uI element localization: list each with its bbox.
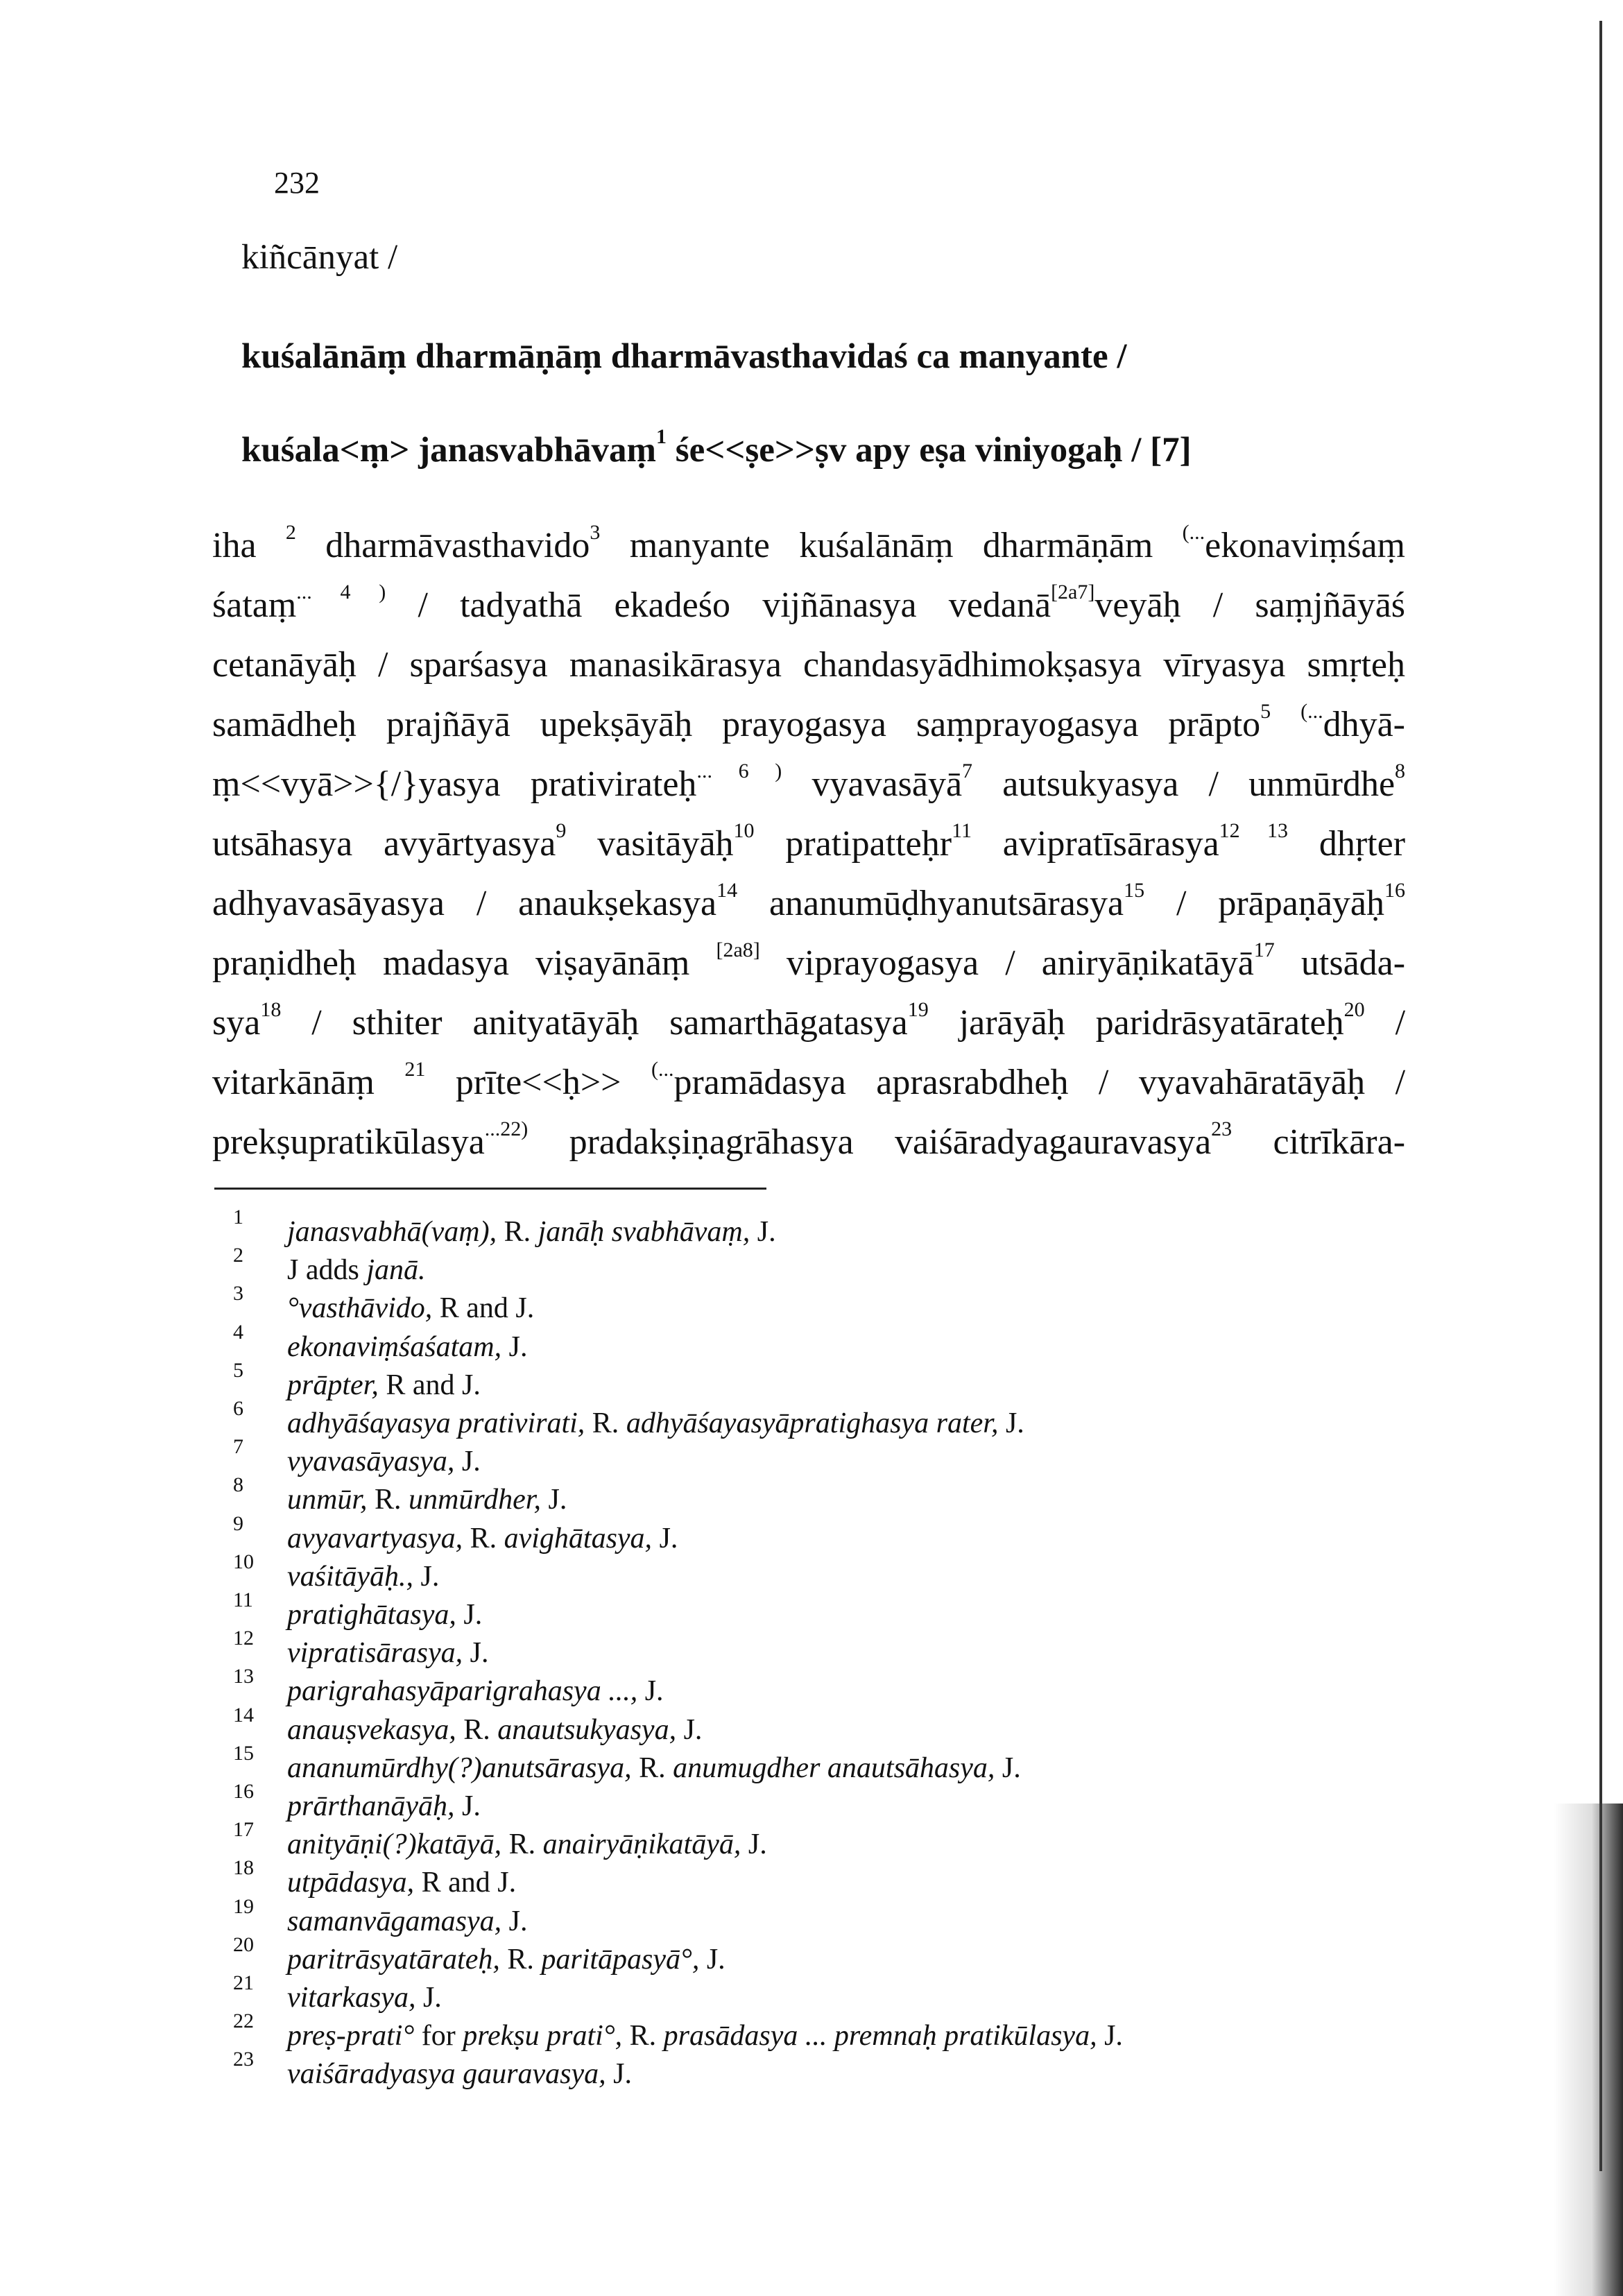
footnote-reading: preṣ-prati° [287,2020,415,2053]
footnote-ref: ... 6 ) [696,760,782,782]
footnote-reading: unmūr, [287,1484,368,1516]
footnote-number: 22 [233,2010,254,2033]
footnote-reading: janā. [366,1254,426,1287]
footnote-source: for [414,2020,463,2053]
footnote-source: J. [750,1216,776,1248]
text-run: pradakṣiṇagrāhasya vaiśāradyagauravasya [569,1122,1212,1162]
footnote-text [287,1828,767,1861]
footnote-text [287,1866,516,1899]
footnote-reading: vipratisārasya, [287,1637,463,1670]
footnote-ref: 15 [1124,879,1145,902]
text-run: dharmāvasthavido [325,526,590,565]
body-line-5 [212,760,1406,805]
footnote-number: 13 [233,1665,254,1688]
footnote-text [287,1215,776,1249]
footnote-number: 9 [233,1511,243,1535]
footnote-ref: 1 [656,425,667,448]
footnote-source: J. [652,1522,678,1554]
footnote-text [287,1330,527,1364]
footnote-source: R. [631,1751,673,1784]
text-run: veyāḥ / saṃjñāyāś [1094,585,1406,625]
footnote-source: J. [454,1446,481,1478]
footnote-source: J. [463,1637,489,1670]
text-run: viprayogasya / aniryāṇikatāyā [786,943,1254,983]
footnote-text [287,1407,1024,1440]
text-run: praṇidheḥ madasya viṣayānāṃ [212,943,690,983]
footnote-reading: avyavartyasya, [287,1522,463,1554]
footnote-text [287,1292,534,1325]
verse-line-2a: kuśala<ṃ> janasvabhāvaṃ [241,431,657,470]
footnote-reading: paritāpasyā°, [541,1943,700,1976]
footnote-number: 6 [233,1397,243,1420]
verse-line-2 [241,425,1192,470]
text-run: prekṣupratikūlasya [212,1122,485,1162]
footnote-source: R. [501,1828,543,1861]
footnote-number: 1 [233,1206,243,1228]
text-run: pramādasya aprasrabdheḥ / vyavahāratāyāḥ / [673,1063,1406,1102]
footnote-reading: anityāṇi(?)katāyā, [287,1828,502,1861]
footnote-text [287,1981,442,2014]
footnote-source: J. [998,1407,1024,1439]
footnote-reading: ananumūrdhy(?)anutsārasya, [287,1751,632,1784]
footnote-reading: vaśitāyāḥ., [287,1560,413,1593]
footnote-reading: samanvāgamasya, [287,1905,502,1937]
folio-ref: [2a8] [716,939,760,961]
footnote-reading: pratighātasya, [287,1599,456,1631]
text-run: / [1395,1003,1406,1043]
footnote-text [287,1522,678,1555]
footnote-reading: utpādasya, [287,1867,415,1899]
text-run: ananumūḍhyanutsārasya [768,884,1124,923]
footnote-reading: prekṣu prati°, [463,2020,623,2053]
footnote-reading: janasvabhā(vaṃ), [287,1216,497,1248]
page-binding-shadow [1554,1804,1623,2296]
footnote-number: 8 [233,1473,243,1497]
footnote-reading: anumugdher anautsāhasya, [673,1751,995,1784]
text-run: utsāhasya avyārtyasya [212,824,556,864]
text-run: dhyā- [1323,705,1405,744]
footnote-number: 17 [233,1818,254,1842]
footnote-reading: vaiśāradyasya gauravasya, [287,2058,606,2091]
footnote-source: J. [637,1675,664,1708]
body-line-4 [212,700,1405,745]
footnote-source: R. [463,1522,504,1554]
footnote-reading: anautsukyasya, [497,1713,677,1746]
footnote-text [287,1636,489,1670]
footnote-reading: janāḥ svabhāvaṃ, [538,1216,750,1248]
text-run: iha [212,526,257,565]
footnote-number: 11 [233,1588,253,1611]
footnote-source: J. [541,1484,567,1516]
footnote-source: J. [454,1790,481,1822]
footnote-reading: prasādasya ... premnaḥ pratikūlasya, [663,2020,1097,2053]
footnote-text [287,1751,1021,1785]
footnote-source: R. [585,1407,626,1439]
text-run: / tadyathā ekadeśo vijñānasya vedanā [418,585,1051,625]
footnote-source: J. [995,1751,1021,1784]
footnote-text [287,1598,482,1631]
footnote-ref: 9 [556,819,567,842]
text-run: vitarkānāṃ [212,1063,375,1102]
body-line-11 [212,1117,1406,1163]
footnote-reading: adhyāśayasya prativirati, [287,1407,585,1439]
text-run: avipratīsārasya [1002,824,1219,864]
footnote-text [287,1369,481,1402]
page-number: 232 [274,166,320,200]
footnote-ref: 11 [952,819,972,842]
footnote-text [287,1483,567,1516]
body-line-8 [212,939,1406,984]
footnote-reading: parigrahasyāparigrahasya ..., [287,1675,638,1708]
body-line-10 [212,1058,1406,1103]
footnote-reading: prārthanāyāḥ, [287,1790,455,1822]
footnote-source: J. [413,1560,440,1593]
footnote-ref: 3 [590,521,601,544]
text-run: prīte<<ḥ>> [455,1063,621,1102]
footnote-number: 21 [233,1971,254,1994]
footnote-source: R. [456,1713,498,1746]
footnote-ref: 10 [733,819,755,842]
footnote-reading: anairyāṇikatāyā, [542,1828,741,1861]
text-run: / sthiter anityatāyāḥ samarthāgatasya [311,1003,908,1043]
bracket-mark: (... [1300,700,1323,723]
footnote-source: J. [501,1905,528,1937]
footnote-number: 3 [233,1282,243,1305]
text-run: / prāpaṇāyāḥ [1176,884,1384,923]
footnote-ref: 2 [285,521,296,544]
footnote-ref: 18 [260,998,282,1021]
body-line-3: cetanāyāḥ / sparśasya manasikārasya chandasyādhimokṣasya vīryasya smṛteḥ [212,645,1405,685]
footnote-ref: ...22) [484,1117,529,1140]
footnote-source: J. [606,2058,632,2091]
footnote-reading: unmūrdher, [409,1484,541,1516]
footnote-number: 23 [233,2048,254,2071]
footnote-number: 4 [233,1320,243,1344]
footnote-ref: 19 [907,998,929,1021]
text-run: ekonaviṃśaṃ [1205,526,1405,565]
footnote-number: 12 [233,1627,254,1650]
footnote-ref: 8 [1395,760,1406,782]
body-line-1 [212,521,1405,566]
footnote-number: 15 [233,1741,254,1765]
verse-line-1: kuśalānāṃ dharmāṇāṃ dharmāvasthavidaś ca manyante / [241,337,1127,376]
text-run: samādheḥ prajñāyā upekṣāyāḥ prayogasya saṃprayogasya prāpto [212,705,1261,744]
footnote-source: J. [501,1330,528,1363]
verse-line-2b: śe<<ṣe>>ṣv apy eṣa viniyogaḥ / [7] [675,431,1192,470]
footnote-text [287,1674,664,1708]
footnote-reading: paritrāsyatārateḥ, [287,1943,500,1976]
footnote-ref: 12 13 [1219,819,1288,842]
footnote-source: R. [497,1216,538,1248]
footnote-text [287,1790,481,1823]
intro-line: kiñcānyat / [241,238,398,277]
footnote-source: J adds [287,1254,367,1287]
body-line-6 [212,819,1406,864]
footnote-reading: °vasthāvido, [287,1292,433,1325]
footnote-number: 14 [233,1703,254,1727]
footnote-ref: 20 [1343,998,1365,1021]
footnote-ref: 17 [1253,939,1275,961]
folio-ref: [2a7] [1051,581,1095,603]
footnote-text [287,1445,481,1478]
text-run: vyavasāyā [812,764,963,804]
text-run: vasitāyāḥ [597,824,734,864]
footnote-ref: 23 [1211,1117,1233,1140]
footnote-source: J. [1097,2020,1123,2053]
text-run: dhṛter [1319,824,1406,864]
footnote-ref: 7 [962,760,973,782]
footnote-divider [214,1188,766,1190]
body-line-7 [212,879,1405,924]
footnote-text [287,2057,632,2091]
footnote-reading: ekonaviṃśaśatam, [287,1330,502,1363]
footnote-source: J. [456,1599,483,1631]
text-run: jarāyāḥ paridrāsyatārateḥ [959,1003,1344,1043]
footnote-text [287,1253,426,1287]
footnote-reading: adhyāśayasyāpratighasya rater, [626,1407,999,1439]
footnote-ref: 16 [1384,879,1405,902]
body-line-9 [212,998,1406,1043]
footnote-text [287,1560,439,1593]
footnote-number: 7 [233,1435,243,1459]
footnote-number: 19 [233,1894,254,1918]
bracket-mark: (... [1182,521,1205,544]
text-run: adhyavasāyasya / anaukṣekasya [212,884,717,923]
footnote-source: R. [367,1484,409,1516]
footnote-source: J. [676,1713,703,1746]
footnote-source: J. [699,1943,725,1976]
text-run: manyante kuśalānāṃ dharmāṇām [629,526,1153,565]
footnote-number: 2 [233,1244,243,1267]
footnote-reading: avighātasya, [504,1522,653,1554]
footnote-source: R and J. [414,1867,517,1899]
footnote-source: R. [622,2020,664,2053]
footnote-text [287,1943,725,1976]
footnote-ref: 5 [1260,700,1271,723]
footnote-number: 5 [233,1358,243,1382]
text-run: utsāda- [1300,943,1406,983]
bracket-mark: (... [651,1058,674,1081]
text-run: pratipatteḥr [785,824,952,864]
footnote-number: 10 [233,1550,254,1573]
footnote-reading: vyavasāyasya, [287,1446,455,1478]
text-run: autsukyasya / unmūrdhe [1002,764,1396,804]
text-run: sya [212,1003,261,1043]
footnote-number: 18 [233,1856,254,1880]
footnote-reading: vitarkasya, [287,1982,416,2014]
footnote-text [287,1713,702,1747]
footnote-reading: anauṣvekasya, [287,1713,456,1746]
footnote-ref: 14 [716,879,738,902]
text-run: citrīkāra- [1273,1122,1406,1162]
footnote-source: J. [415,1982,442,2014]
footnote-reading: prāpter, [287,1369,379,1401]
footnote-source: R and J. [378,1369,481,1401]
footnote-text [287,1905,528,1938]
text-run: śataṃ [212,585,297,625]
footnote-number: 20 [233,1933,254,1956]
footnote-ref: 21 [404,1058,426,1081]
footnote-source: J. [741,1828,767,1861]
text-run: ṃ<<vyā>>{/}yasya prativirateḥ [212,764,697,804]
body-line-2 [212,581,1406,626]
footnote-number: 16 [233,1780,254,1803]
footnote-source: R and J. [432,1292,535,1325]
footnote-source: R. [499,1943,542,1976]
footnote-ref: ... 4 ) [296,581,386,603]
footnote-text [287,2019,1123,2053]
